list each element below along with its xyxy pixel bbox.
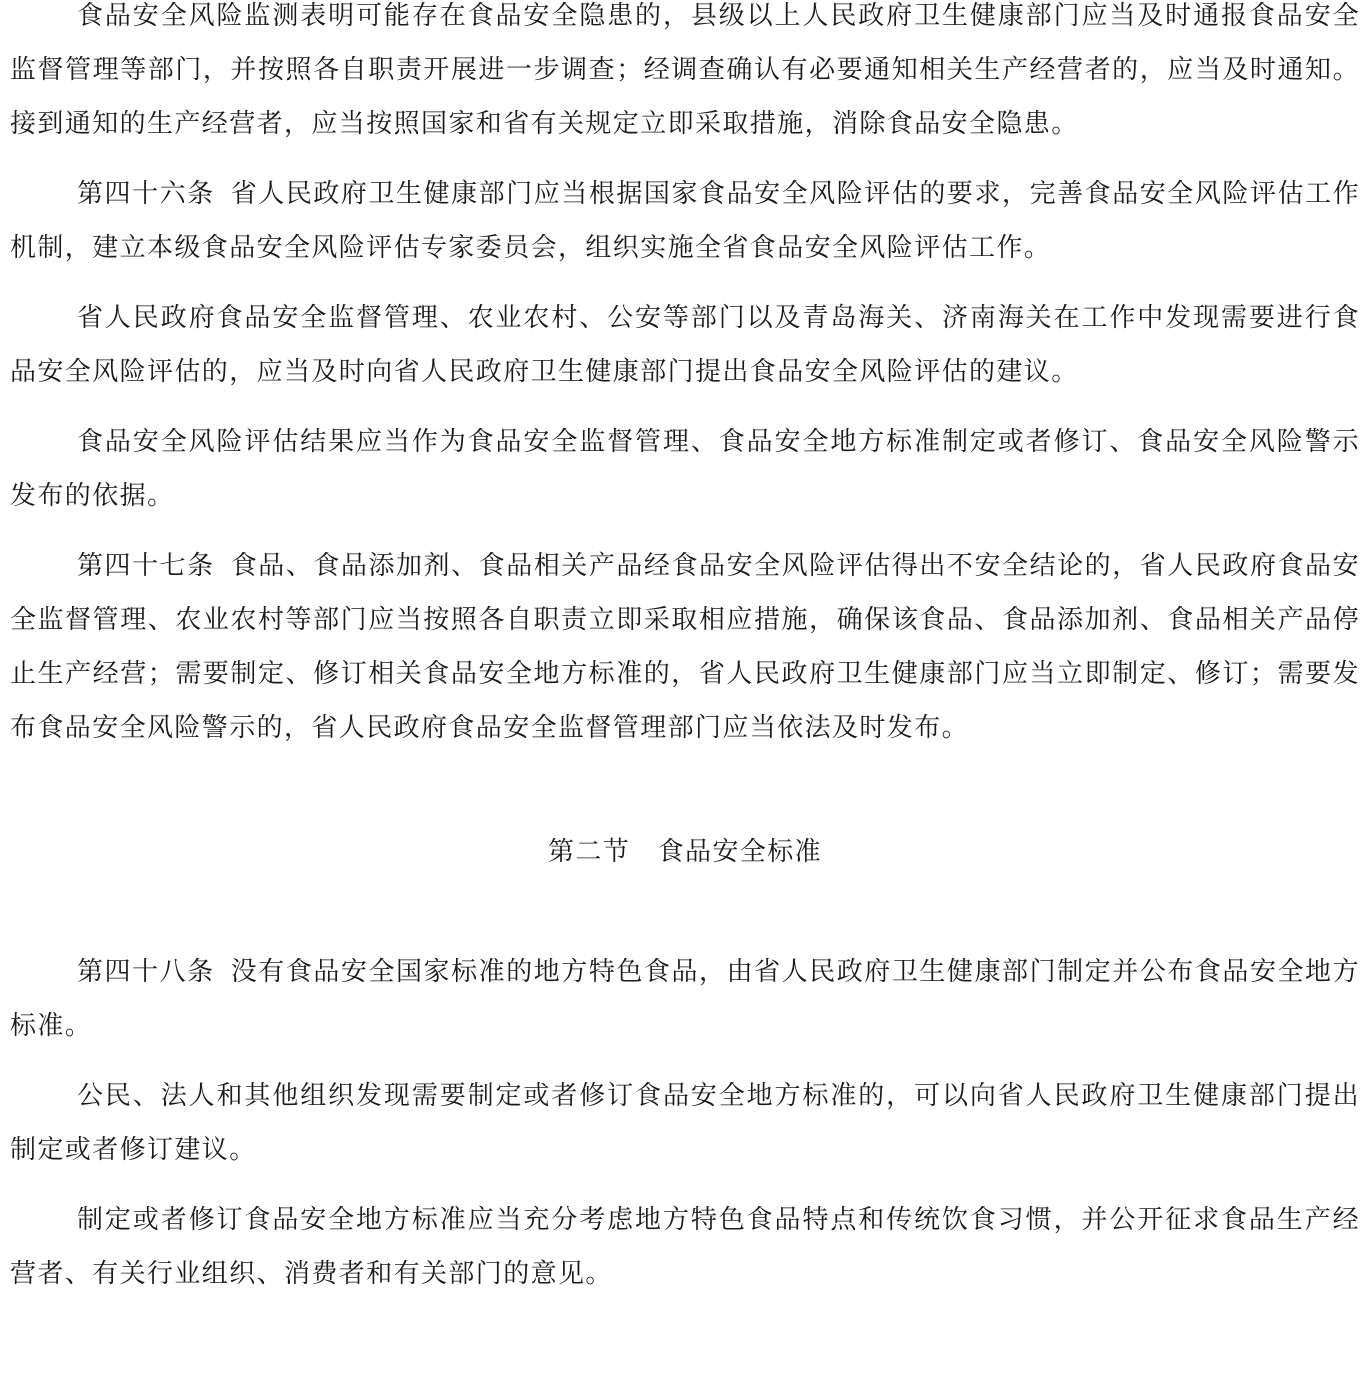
paragraph-text: 省人民政府卫生健康部门应当根据国家食品安全风险评估的要求，完善食品安全风险评估工作机制，建立本级食品安全风险评估专家委员会，组织实施全省食品安全风险评估工作。	[10, 179, 1360, 263]
paragraph-risk-assessment-results	[10, 415, 1360, 523]
paragraph-text: 制定或者修订食品安全地方标准应当充分考虑地方特色食品特点和传统饮食习惯，并公开征求食品生产经营者、有关行业组织、消费者和有关部门的意见。	[10, 1205, 1360, 1289]
section-title: 食品安全标准	[657, 837, 822, 867]
section-number: 第二节	[547, 837, 631, 867]
paragraph-text: 食品、食品添加剂、食品相关产品经食品安全风险评估得出不安全结论的，省人民政府食品安全监督管理、农业农村等部门应当按照各自职责立即采取相应措施，确保该食品、食品添加剂、食品相关产品停止生产经营；需要制定、修订相关食品安全地方标准的，省人民政府卫生健康部门应当立即制定、修订；需要发布食品安全风险警示的，省人民政府食品安全监督管理部门应当依法及时发布。	[10, 551, 1360, 743]
article-48-paragraph	[10, 945, 1360, 1053]
paragraph-text: 省人民政府食品安全监督管理、农业农村、公安等部门以及青岛海关、济南海关在工作中发现需要进行食品安全风险评估的，应当及时向省人民政府卫生健康部门提出食品安全风险评估的建议。	[10, 303, 1360, 387]
paragraph-text: 食品安全风险监测表明可能存在食品安全隐患的，县级以上人民政府卫生健康部门应当及时通报食品安全监督管理等部门，并按照各自职责开展进一步调查；经调查确认有必要通知相关生产经营者的，应当及时通知。接到通知的生产经营者，应当按照国家和省有关规定立即采取措施，消除食品安全隐患。	[10, 1, 1360, 139]
article-number: 第四十八条	[77, 957, 215, 987]
paragraph-risk-assessment-suggestion	[10, 291, 1360, 399]
section-heading	[10, 825, 1360, 879]
document-body	[10, 0, 1360, 1301]
paragraph-revision-suggestion	[10, 1069, 1360, 1177]
article-number: 第四十六条	[77, 179, 215, 209]
paragraph-text: 食品安全风险评估结果应当作为食品安全监督管理、食品安全地方标准制定或者修订、食品安全风险警示发布的依据。	[10, 427, 1360, 511]
paragraph-standard-consultation	[10, 1193, 1360, 1301]
article-number: 第四十七条	[77, 551, 215, 581]
paragraph-text: 没有食品安全国家标准的地方特色食品，由省人民政府卫生健康部门制定并公布食品安全地方标准。	[10, 957, 1360, 1041]
paragraph-risk-monitoring-report	[10, 0, 1360, 151]
paragraph-text: 公民、法人和其他组织发现需要制定或者修订食品安全地方标准的，可以向省人民政府卫生健康部门提出制定或者修订建议。	[10, 1081, 1360, 1165]
article-46-paragraph	[10, 167, 1360, 275]
article-47-paragraph	[10, 539, 1360, 755]
